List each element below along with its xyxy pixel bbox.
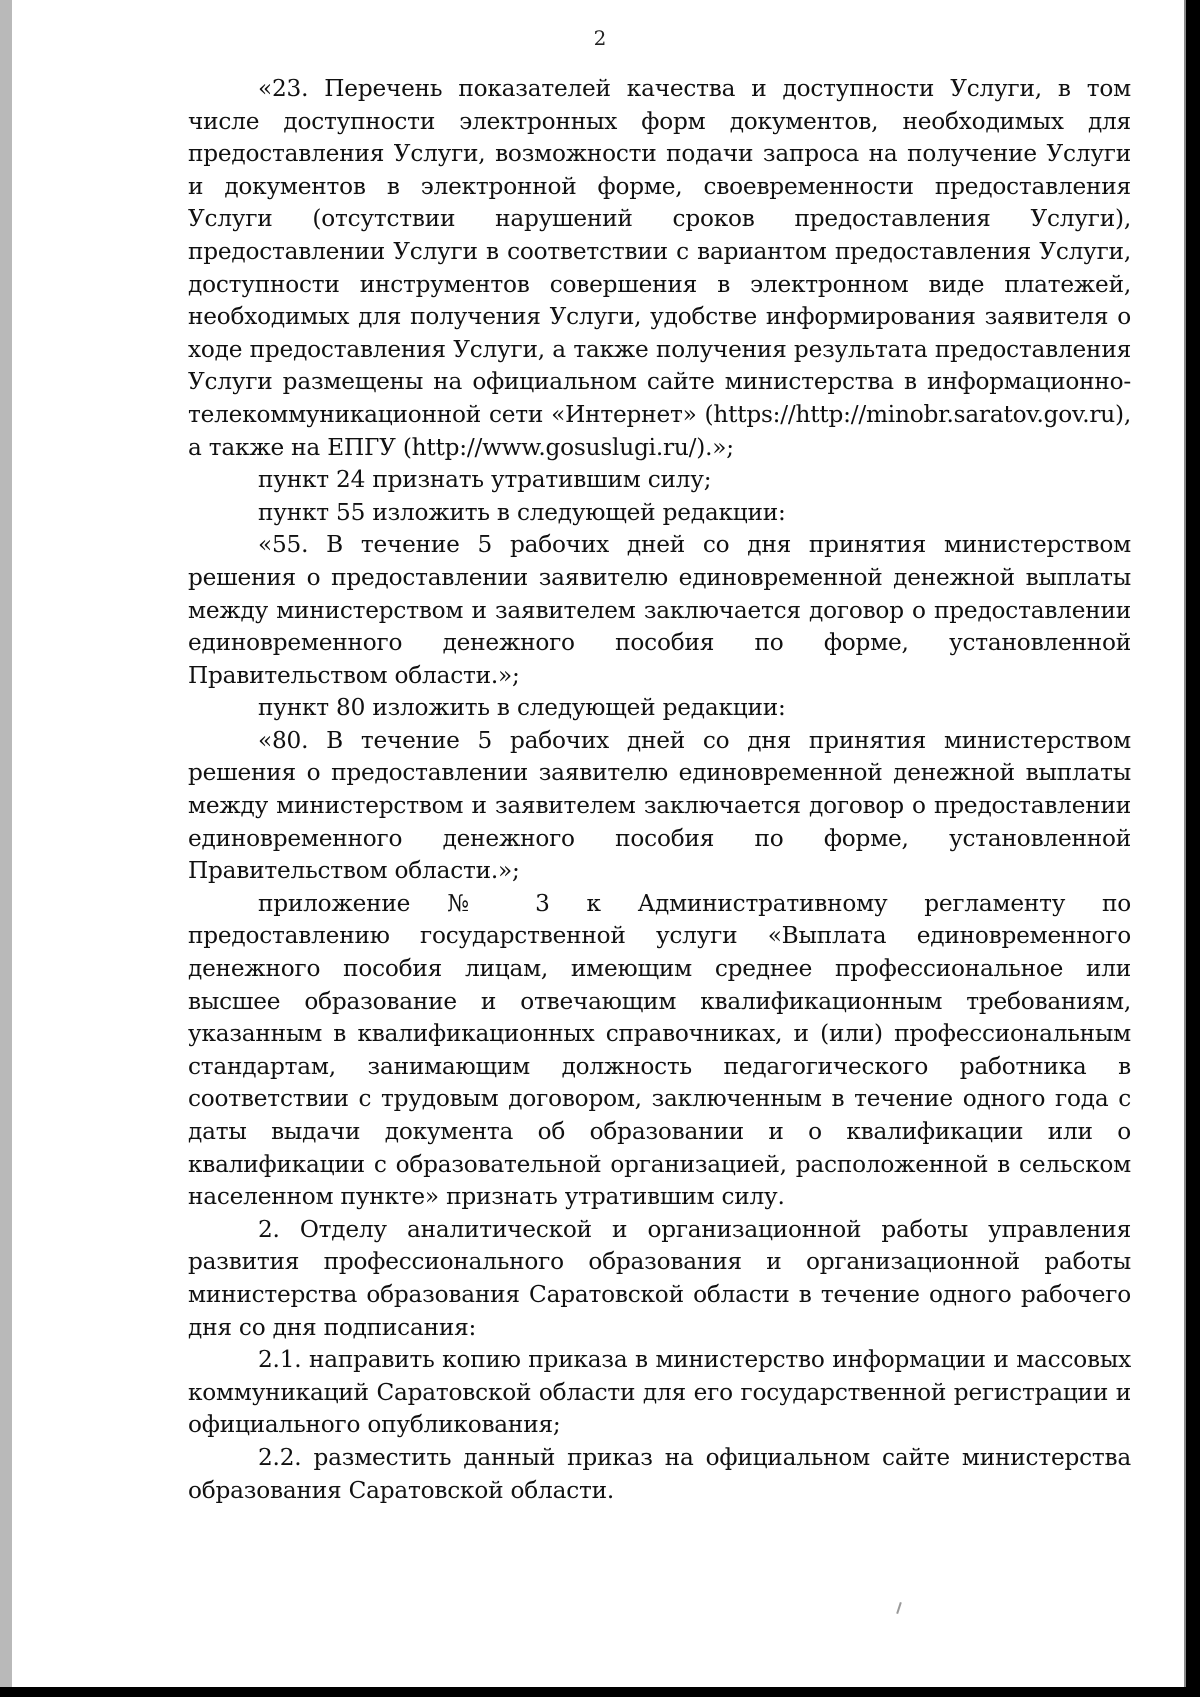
scan-border-left xyxy=(0,0,12,1697)
paragraph-item-24-repeal: пункт 24 признать утратившим силу; xyxy=(258,466,712,494)
paragraph-item-23: «23. Перечень показателей качества и доступности Услуги, в том числе доступности электронных форм документов, необходимых для предоставления Услуги, возможности подачи запроса на получение Услуги и документов в электронной форме, своевременности предоставления Услуги (отсутствии нарушений сроков предоставления Услуги), предоставлении Услуги в соответствии с вариантом предоставления Услуги, доступности инструментов совершения в электронном виде платежей, необходимых для получения Услуги, удобстве информирования заявителя о ходе предоставления Услуги, а также получения результата предоставления Услуги размещены на официальном сайте министерства в информационно-телекоммуникационной сети «Интернет» (https://http://minobr.saratov.gov.ru), а также на ЕПГУ (http://www.gosuslugi.ru/).»; xyxy=(188,75,1131,461)
scan-artifact-mark xyxy=(896,1602,902,1614)
paragraph-clause-2: 2. Отделу аналитической и организационной работы управления развития профессионального образования и организационной работы министерства образования Саратовской области в течение одного рабочего дня со дня подписания: xyxy=(188,1215,1131,1341)
paragraph-item-80: «80. В течение 5 рабочих дней со дня принятия министерством решения о предоставлении заявителю единовременной денежной выплаты между министерством и заявителем заключается договор о предоставлении единовременного денежного пособия по форме, установленной Правительством области.»; xyxy=(188,726,1131,885)
paragraph-appendix-3-repeal: приложение № 3 к Административному регламенту по предоставлению государственной услуги «Выплата единовременного денежного пособия лицам, имеющим среднее профессиональное или высшее образование и отвечающим квалификационным требованиям, указанным в квалификационных справочниках, и (или) профессиональным стандартам, занимающим должность педагогического работника в соответствии с трудовым договором, заключенным в течение одного года с даты выдачи документа об образовании и о квалификации или о квалификации с образовательной организацией, расположенной в сельском населенном пункте» признать утратившим силу. xyxy=(188,889,1131,1211)
paragraph-item-55: «55. В течение 5 рабочих дней со дня принятия министерством решения о предоставлении заявителю единовременной денежной выплаты между министерством и заявителем заключается договор о предоставлении единовременного денежного пособия по форме, установленной Правительством области.»; xyxy=(188,531,1131,689)
scan-border-right xyxy=(1186,0,1200,1697)
page-number: 2 xyxy=(593,26,607,50)
scan-border-bottom xyxy=(0,1687,1200,1697)
paragraph-item-55-intro: пункт 55 изложить в следующей редакции: xyxy=(258,498,786,526)
paragraph-item-80-intro: пункт 80 изложить в следующей редакции: xyxy=(258,694,786,722)
paragraph-clause-2-1: 2.1. направить копию приказа в министерство информации и массовых коммуникаций Саратовской области для его государственной регистрации и официального опубликования; xyxy=(188,1346,1131,1439)
document-body xyxy=(188,73,1131,1507)
paragraph-clause-2-2: 2.2. разместить данный приказ на официальном сайте министерства образования Саратовской области. xyxy=(188,1443,1131,1504)
